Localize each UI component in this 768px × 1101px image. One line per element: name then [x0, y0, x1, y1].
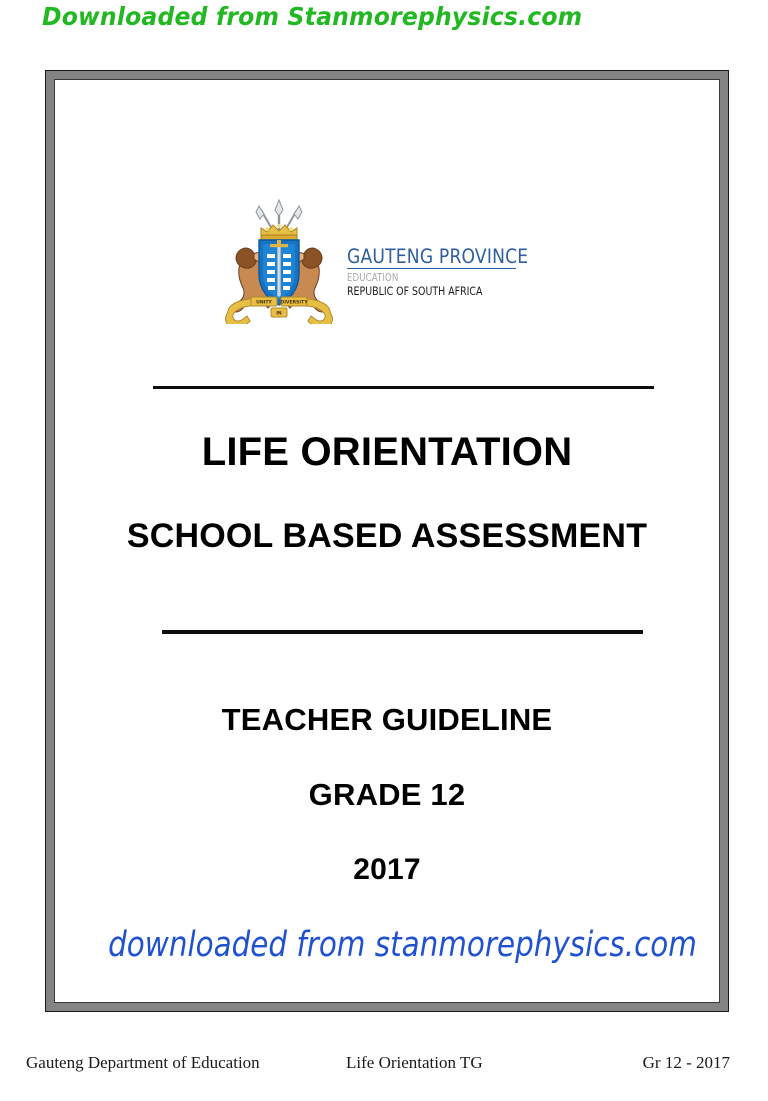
cover-page-content: [55, 80, 719, 1002]
gauteng-coat-of-arms-icon: [221, 198, 337, 324]
footer-department: Gauteng Department of Education: [26, 1053, 260, 1072]
page-footer: [26, 1053, 742, 1073]
logo-underline: [347, 268, 516, 269]
divider-bottom: [162, 630, 643, 634]
logo-department-label: EDUCATION: [347, 271, 399, 284]
cover-page-frame-inner-edge: [54, 79, 720, 1003]
department-logo: [55, 198, 719, 324]
logo-province-label: GAUTENG PROVINCE: [347, 244, 529, 268]
footer-subject: Life Orientation TG: [346, 1053, 483, 1072]
assessment-type-title: SCHOOL BASED ASSESSMENT: [126, 517, 648, 555]
logo-row: [221, 198, 553, 324]
svg-text:UNITY: UNITY: [256, 300, 272, 306]
cover-page-frame-band: [46, 71, 728, 1011]
subject-title: LIFE ORIENTATION: [201, 430, 573, 474]
document-type-title: TEACHER GUIDELINE: [221, 702, 553, 737]
svg-text:IN: IN: [276, 311, 282, 317]
watermark-top: Downloaded from Stanmorephysics.com: [42, 2, 583, 31]
logo-wordmark: [347, 224, 553, 299]
footer-grade-year: Gr 12 - 2017: [642, 1053, 730, 1072]
logo-country-label: REPUBLIC OF SOUTH AFRICA: [347, 283, 483, 298]
cover-page-frame: [45, 70, 729, 1012]
grade-title: GRADE 12: [308, 777, 466, 812]
svg-text:DIVERSITY: DIVERSITY: [280, 300, 308, 306]
year-title: 2017: [353, 853, 421, 886]
divider-top: [153, 386, 654, 389]
watermark-bottom: downloaded from stanmorephysics.com: [108, 925, 697, 965]
